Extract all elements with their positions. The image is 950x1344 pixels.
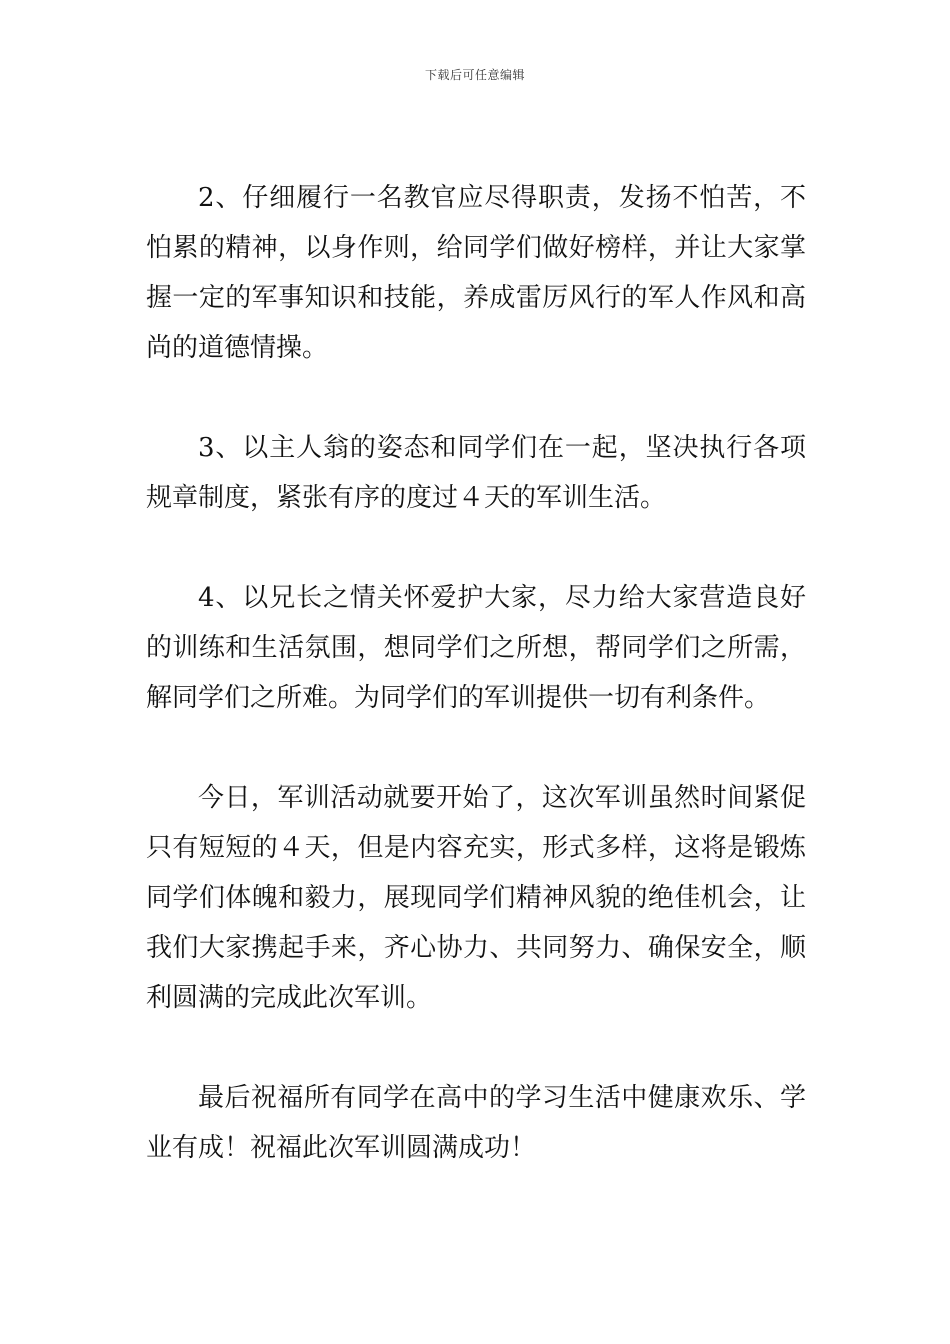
- paragraph-item-2: 2、仔细履行一名教官应尽得职责，发扬不怕苦，不怕累的精神，以身作则，给同学们做好榜样，并让大家掌握一定的军事知识和技能，养成雷厉风行的军人作风和高尚的道德情操。: [146, 183, 806, 363]
- paragraph-military-training-start: 今日，军训活动就要开始了，这次军训虽然时间紧促只有短短的４天，但是内容充实，形式多样，这将是锻炼同学们体魄和毅力，展现同学们精神风貌的绝佳机会，让我们大家携起手来，齐心协力、共同努力、确保安全，顺利圆满的完成此次军训。: [146, 783, 806, 1013]
- document-body: [146, 173, 806, 1173]
- paragraph-closing-wishes: 最后祝福所有同学在高中的学习生活中健康欢乐、学业有成！祝福此次军训圆满成功！: [146, 1083, 806, 1163]
- page-header: 下载后可任意编辑: [424, 68, 525, 82]
- paragraph-item-3: 3、以主人翁的姿态和同学们在一起，坚决执行各项规章制度，紧张有序的度过４天的军训生活。: [146, 433, 806, 513]
- paragraph-item-4: 4、以兄长之情关怀爱护大家，尽力给大家营造良好的训练和生活氛围，想同学们之所想，帮同学们之所需，解同学们之所难。为同学们的军训提供一切有利条件。: [146, 583, 806, 713]
